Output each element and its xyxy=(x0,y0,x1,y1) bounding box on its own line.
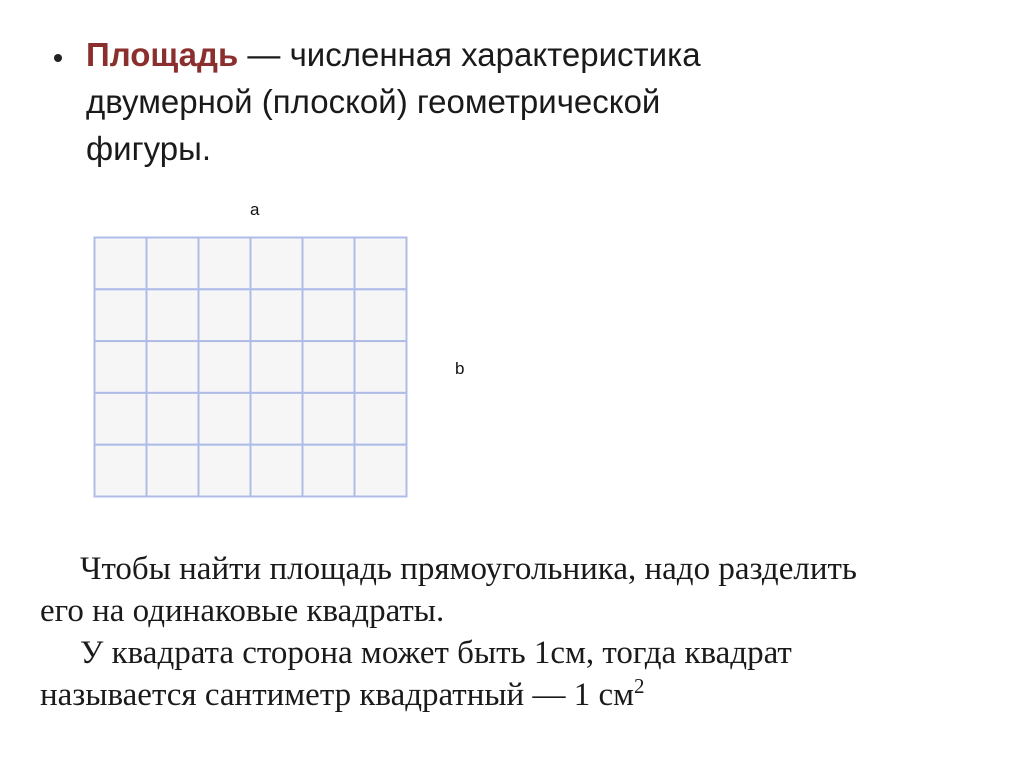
side-label-a: a xyxy=(250,200,260,219)
grid-cell xyxy=(199,341,251,393)
grid-cell xyxy=(147,341,199,393)
squared-superscript: 2 xyxy=(634,674,645,698)
explanation-paragraph-2 xyxy=(40,632,1010,716)
definition-text xyxy=(86,31,986,172)
grid-cell xyxy=(199,238,251,290)
grid-cell xyxy=(303,341,355,393)
definition-line-2: двумерной (плоской) геометрической xyxy=(86,83,661,120)
grid-cell xyxy=(355,445,407,497)
grid-cell xyxy=(199,393,251,445)
grid-cell xyxy=(199,445,251,497)
bullet-dot xyxy=(54,54,62,62)
grid-cell xyxy=(95,289,147,341)
grid-cell xyxy=(251,341,303,393)
grid-cell xyxy=(251,393,303,445)
definition-line-3: фигуры. xyxy=(86,130,211,167)
explanation-p1-line-1: Чтобы найти площадь прямоугольника, надо разделить xyxy=(80,551,857,587)
grid-cell xyxy=(355,393,407,445)
explanation-paragraph-1 xyxy=(40,548,1010,632)
grid-cell xyxy=(147,393,199,445)
grid-cell xyxy=(147,445,199,497)
explanation-p2-line-2: называется сантиметр квадратный — 1 см xyxy=(40,677,634,713)
grid-cell xyxy=(95,445,147,497)
grid-cell xyxy=(147,238,199,290)
grid-cell xyxy=(95,238,147,290)
grid-cell xyxy=(95,341,147,393)
grid-cell xyxy=(147,289,199,341)
rectangle-grid xyxy=(93,236,408,498)
grid-cell xyxy=(355,238,407,290)
grid-cell xyxy=(251,238,303,290)
grid-cell xyxy=(303,393,355,445)
explanation-text xyxy=(40,548,1010,716)
grid-cell xyxy=(199,289,251,341)
grid-cell xyxy=(303,445,355,497)
grid-cell xyxy=(355,341,407,393)
grid-cell xyxy=(303,289,355,341)
grid-cell xyxy=(95,393,147,445)
grid-cell xyxy=(303,238,355,290)
explanation-p1-line-2: его на одинаковые квадраты. xyxy=(40,593,445,629)
grid-cell xyxy=(251,445,303,497)
definition-term: Площадь xyxy=(86,36,239,73)
grid-cell xyxy=(251,289,303,341)
explanation-p2-line-1: У квадрата сторона может быть 1см, тогда квадрат xyxy=(80,635,792,671)
side-label-b: b xyxy=(455,359,465,378)
grid-cell xyxy=(355,289,407,341)
definition-line-1: — численная характеристика xyxy=(238,36,701,73)
